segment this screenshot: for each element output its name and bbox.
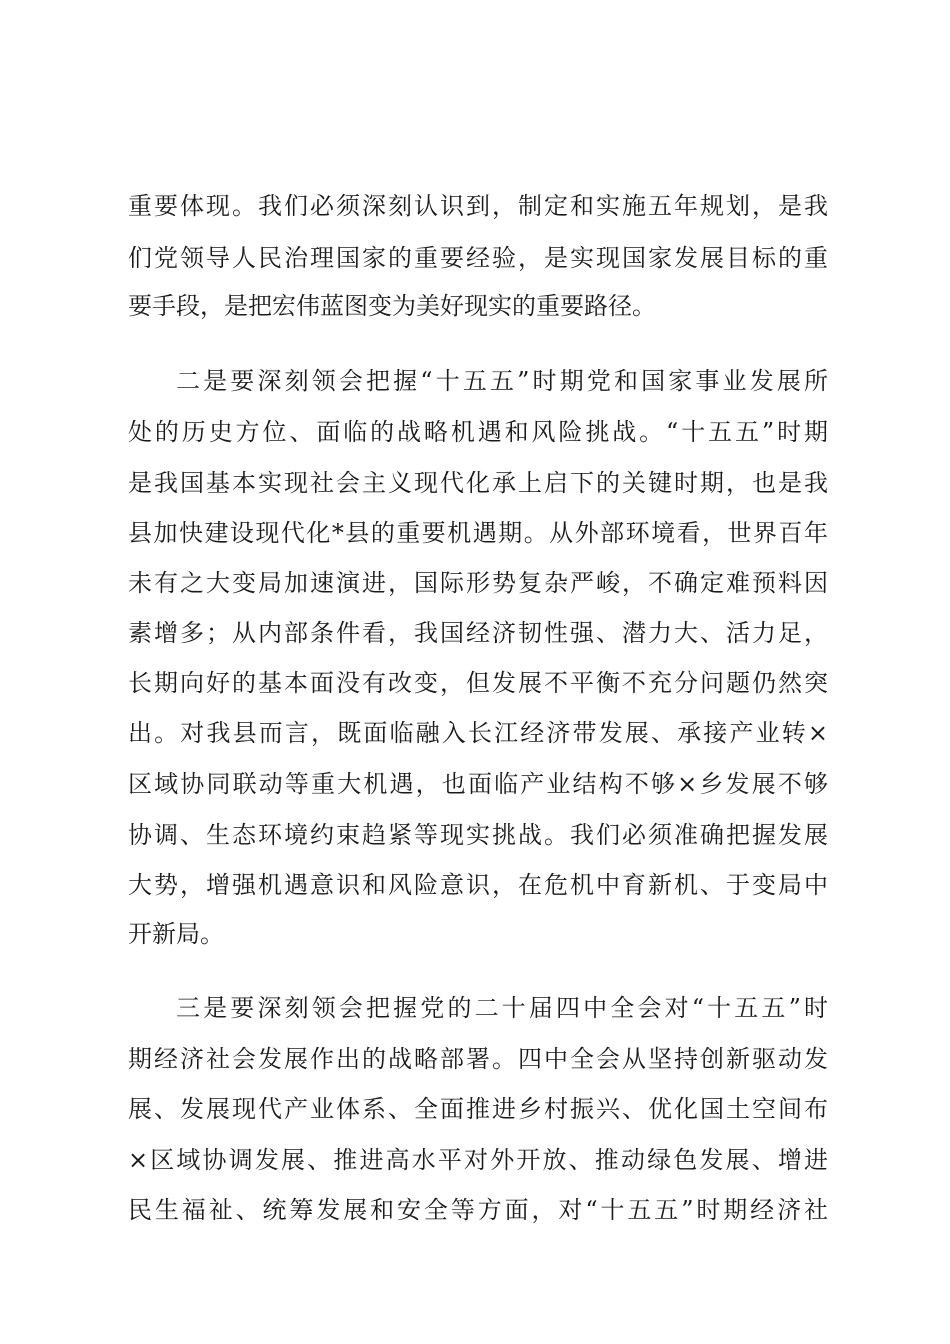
paragraph-2-line-8: 出。对我县而言，既面临融入长江经济带发展、承接产业转× bbox=[128, 719, 828, 747]
paragraph-2-line-3: 是我国基本实现社会主义现代化承上启下的关键时期，也是我 bbox=[128, 469, 828, 497]
paragraph-3-line-5: 民生福祉、统筹发展和安全等方面，对“十五五”时期经济社 bbox=[128, 1196, 828, 1224]
paragraph-2-line-1: 二是要深刻领会把握“十五五”时期党和国家事业发展所 bbox=[176, 367, 828, 395]
paragraph-3-line-4: ×区域协调发展、推进高水平对外开放、推动绿色发展、增进 bbox=[128, 1146, 828, 1174]
paragraph-1-line-3: 要手段，是把宏伟蓝图变为美好现实的重要路径。 bbox=[128, 292, 656, 320]
paragraph-1-line-1: 重要体现。我们必须深刻认识到，制定和实施五年规划，是我 bbox=[128, 192, 828, 220]
paragraph-2-line-4: 县加快建设现代化*县的重要机遇期。从外部环境看，世界百年 bbox=[128, 519, 828, 547]
paragraph-2-line-11: 大势，增强机遇意识和风险意识，在危机中育新机、于变局中 bbox=[128, 871, 828, 899]
paragraph-2-line-6: 素增多；从内部条件看，我国经济韧性强、潜力大、活力足， bbox=[128, 619, 828, 647]
paragraph-1-line-2: 们党领导人民治理国家的重要经验，是实现国家发展目标的重 bbox=[128, 244, 828, 272]
paragraph-2-line-10: 协调、生态环境约束趋紧等现实挑战。我们必须准确把握发展 bbox=[128, 821, 828, 849]
paragraph-2-line-2: 处的历史方位、面临的战略机遇和风险挑战。“十五五”时期 bbox=[128, 418, 828, 446]
paragraph-2-line-5: 未有之大变局加速演进，国际形势复杂严峻，不确定难预料因 bbox=[128, 569, 828, 597]
paragraph-2-line-12: 开新局。 bbox=[128, 920, 224, 948]
paragraph-3-line-1: 三是要深刻领会把握党的二十届四中全会对“十五五”时 bbox=[176, 994, 828, 1022]
paragraph-2-line-9: 区域协同联动等重大机遇，也面临产业结构不够×乡发展不够 bbox=[128, 770, 828, 798]
paragraph-3-line-3: 展、发展现代产业体系、全面推进乡村振兴、优化国土空间布 bbox=[128, 1095, 828, 1123]
paragraph-3-line-2: 期经济社会发展作出的战略部署。四中全会从坚持创新驱动发 bbox=[128, 1045, 828, 1073]
paragraph-2-line-7: 长期向好的基本面没有改变，但发展不平衡不充分问题仍然突 bbox=[128, 669, 828, 697]
